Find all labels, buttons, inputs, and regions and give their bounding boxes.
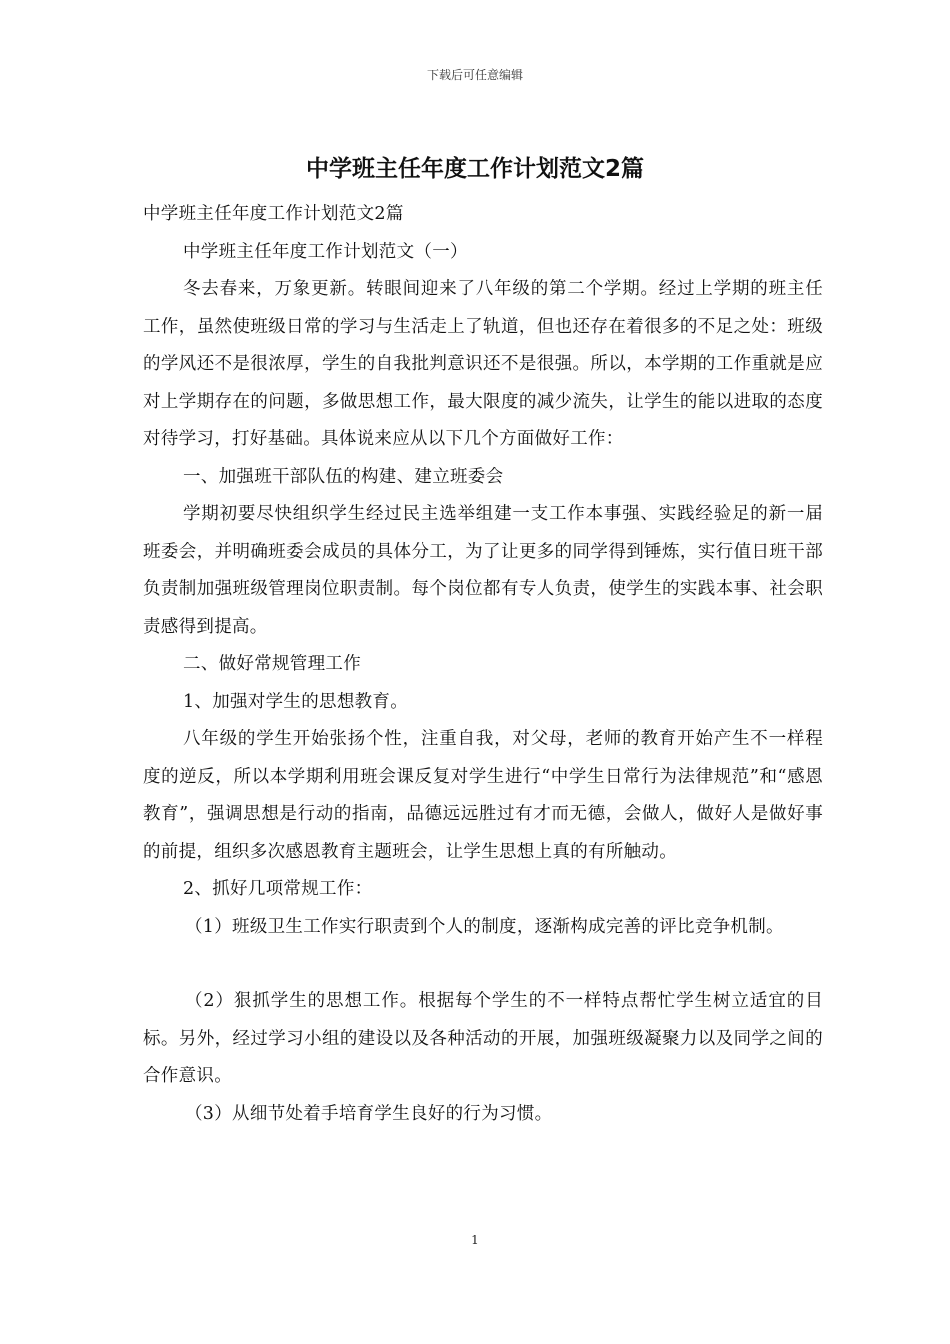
document-body <box>143 196 823 1133</box>
paragraph-sub-item-two: （2）狠抓学生的思想工作。根据每个学生的不一样特点帮忙学生树立适宜的目标。另外，经过学习小组的建设以及各种活动的开展，加强班级凝聚力以及同学之间的合作意识。 <box>143 991 823 1086</box>
paragraph-intro: 冬去春来，万象更新。转眼间迎来了八年级的第二个学期。经过上学期的班主任工作，虽然使班级日常的学习与生活走上了轨道，但也还存在着很多的不足之处：班级的学风还不是很浓厚，学生的自我批判意识还不是很强。所以，本学期的工作重就是应对上学期存在的问题，多做思想工作，最大限度的减少流失，让学生的能以进取的态度对待学习，打好基础。具体说来应从以下几个方面做好工作： <box>143 279 823 449</box>
paragraph-sub-item-one: （1）班级卫生工作实行职责到个人的制度，逐渐构成完善的评比竞争机制。 <box>185 916 784 937</box>
paragraph-thought-education: 八年级的学生开始张扬个性，注重自我，对父母，老师的教育开始产生不一样程度的逆反，所以本学期利用班会课反复对学生进行“中学生日常行为法律规范”和“感恩教育”，强调思想是行动的指南，品德远远胜过有才而无德，会做人，做好人是做好事的前提，组织多次感恩教育主题班会，让学生思想上真的有所触动。 <box>143 729 823 862</box>
header-note: 下载后可任意编辑 <box>426 68 523 82</box>
paragraph-section-heading: 中学班主任年度工作计划范文（一） <box>183 241 468 262</box>
document-title: 中学班主任年度工作计划范文2篇 <box>305 156 644 182</box>
paragraph-subtitle: 中学班主任年度工作计划范文2篇 <box>143 204 404 224</box>
paragraph-sub-item-three: （3）从细节处着手培育学生良好的行为习惯。 <box>185 1103 553 1124</box>
paragraph-heading-one: 一、加强班干部队伍的构建、建立班委会 <box>183 466 504 487</box>
paragraph-item-two: 2、抓好几项常规工作： <box>183 879 373 899</box>
paragraph-item-one: 1、加强对学生的思想教育。 <box>183 691 409 712</box>
paragraph-class-committee: 学期初要尽快组织学生经过民主选举组建一支工作本事强、实践经验足的新一届班委会，并明确班委会成员的具体分工，为了让更多的同学得到锤炼，实行值日班干部负责制加强班级管理岗位职责制。每个岗位都有专人负责，使学生的实践本事、社会职责感得到提高。 <box>143 504 823 637</box>
page-number: 1 <box>471 1233 479 1247</box>
paragraph-heading-two: 二、做好常规管理工作 <box>183 654 361 674</box>
